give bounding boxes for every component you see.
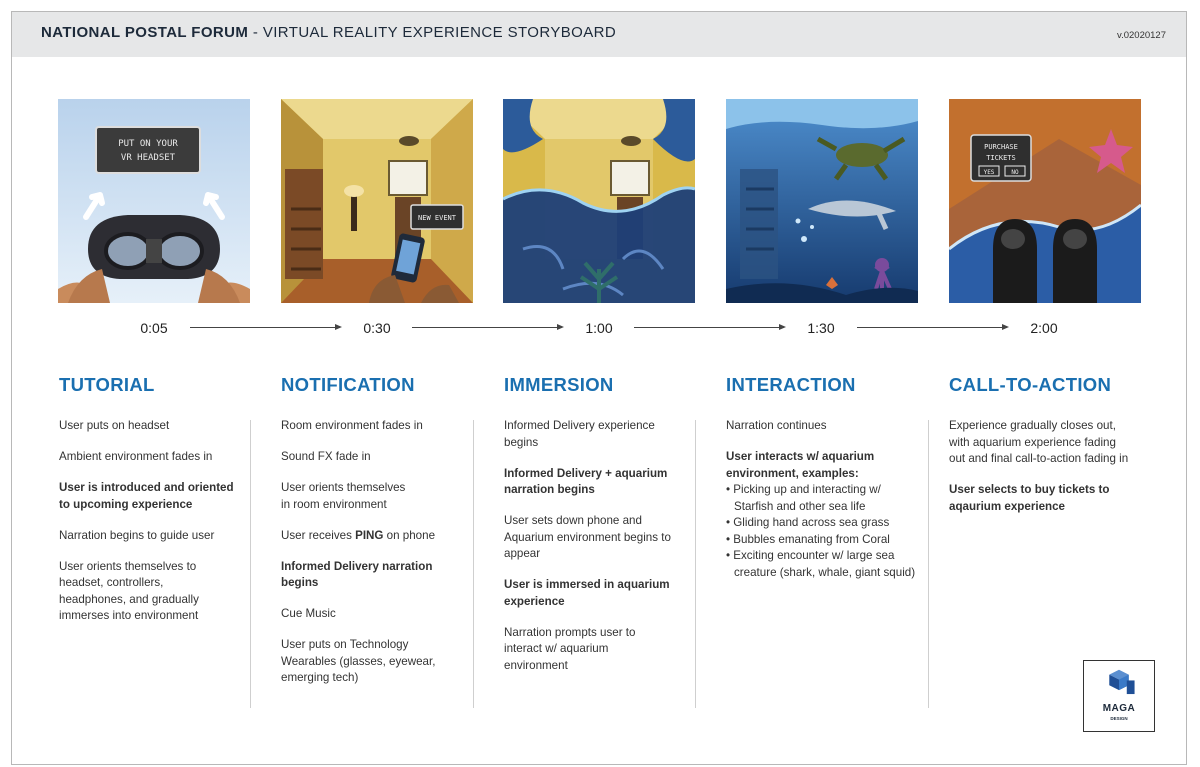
underwater-illustration [726,99,918,303]
vr-headset-illustration [58,99,250,303]
phone-notification-text: NEW EVENT [418,214,456,222]
example-list [726,482,922,581]
section-body-call-to-action [949,418,1129,530]
step-text: Experience gradually closes out, with aquarium experience fading out and final call-to-action fading in [949,419,1129,465]
section-body-tutorial [59,418,244,639]
maga-design-logo [1083,660,1155,732]
yes-button-label: YES [983,169,995,176]
step-text: Cue Music [281,607,336,620]
section-body-notification [281,418,456,701]
title-main: NATIONAL POSTAL FORUM [41,24,249,41]
storyboard-panel-call-to-action [949,99,1141,303]
logo-name: MAGA [1102,703,1136,714]
step-text: User is immersed in aquarium experience [504,578,670,608]
step-text: Informed Delivery + aquarium narration begins [504,466,668,496]
timeline-arrow-icon [857,327,1007,328]
time-label-1: 0:30 [363,320,391,336]
step-text: Informed Delivery narration begins [281,559,433,589]
room-flooding-illustration [503,99,695,303]
step-text: Room environment fades in [281,419,423,432]
section-title-notification: NOTIFICATION [281,374,415,395]
purchase-line-1: PURCHASE [984,143,1018,151]
header-bar [12,12,1186,57]
step-text: User puts on headset [59,419,170,432]
step-text: User is introduced and oriented to upcoming experience [59,481,234,511]
step-text-post: on phone [383,528,436,542]
section-title-tutorial: TUTORIAL [59,374,155,395]
timeline-arrow-icon [412,327,562,328]
column-divider [473,420,474,708]
step-text: Informed Delivery experience begins [504,419,655,449]
logo-subtitle: DESIGN [1110,716,1128,721]
step-text: User orients themselves in room environment [281,481,406,511]
section-title-interaction: INTERACTION [726,374,856,395]
timeline-arrow-icon [634,327,784,328]
step-text: Ambient environment fades in [59,450,213,463]
room-phone-illustration [281,99,473,303]
step-text-pre: User receives [281,528,356,542]
section-title-call-to-action: CALL-TO-ACTION [949,374,1112,395]
sign-line-1: PUT ON YOUR [118,139,178,149]
time-label-0: 0:05 [140,320,168,336]
storyboard-panel-immersion [503,99,695,303]
time-label-2: 1:00 [585,320,613,336]
page-title [41,24,616,41]
storyboard-panel-tutorial [58,99,250,303]
time-label-3: 1:30 [807,320,835,336]
step-text [281,528,456,545]
version-label: v.02020127 [1117,30,1166,41]
purchase-tickets-illustration [949,99,1141,303]
timeline-arrow-icon [190,327,340,328]
storyboard-panel-interaction [726,99,918,303]
section-body-immersion [504,418,679,689]
ping-label: PING [355,528,384,542]
step-text: Sound FX fade in [281,450,371,463]
section-title-immersion: IMMERSION [504,374,614,395]
step-text: User interacts w/ aquarium environment, examples: [726,450,875,480]
step-text: Narration begins to guide user [59,528,215,542]
column-divider [928,420,929,708]
title-subtitle: - VIRTUAL REALITY EXPERIENCE STORYBOARD [248,24,617,41]
list-item: • Picking up and interacting w/ Starfish and other sea life [726,483,881,513]
section-body-interaction [726,418,922,581]
step-text: User selects to buy tickets to aqaurium experience [949,483,1110,513]
step-text: User sets down phone and Aquarium environment begins to appear [504,514,671,560]
sign-line-2: VR HEADSET [120,153,176,163]
step-text: Narration prompts user to interact w/ aquarium environment [504,625,636,672]
no-button-label: NO [1011,169,1019,176]
column-divider [250,420,251,708]
step-text: Narration continues [726,419,827,432]
storyboard-panel-notification [281,99,473,303]
column-divider [695,420,696,708]
step-text: User orients themselves to headset, controllers, headphones, and gradually immerses into environment [59,559,199,622]
list-item: • Gliding hand across sea grass [726,516,890,529]
list-item: • Bubbles emanating from Coral [726,532,890,546]
list-item: • Exciting encounter w/ large sea creature (shark, whale, giant squid) [726,549,916,579]
step-text: User puts on Technology Wearables (glasses, eyewear, emerging tech) [281,638,436,684]
time-label-4: 2:00 [1030,320,1058,336]
purchase-line-2: TICKETS [986,154,1016,162]
